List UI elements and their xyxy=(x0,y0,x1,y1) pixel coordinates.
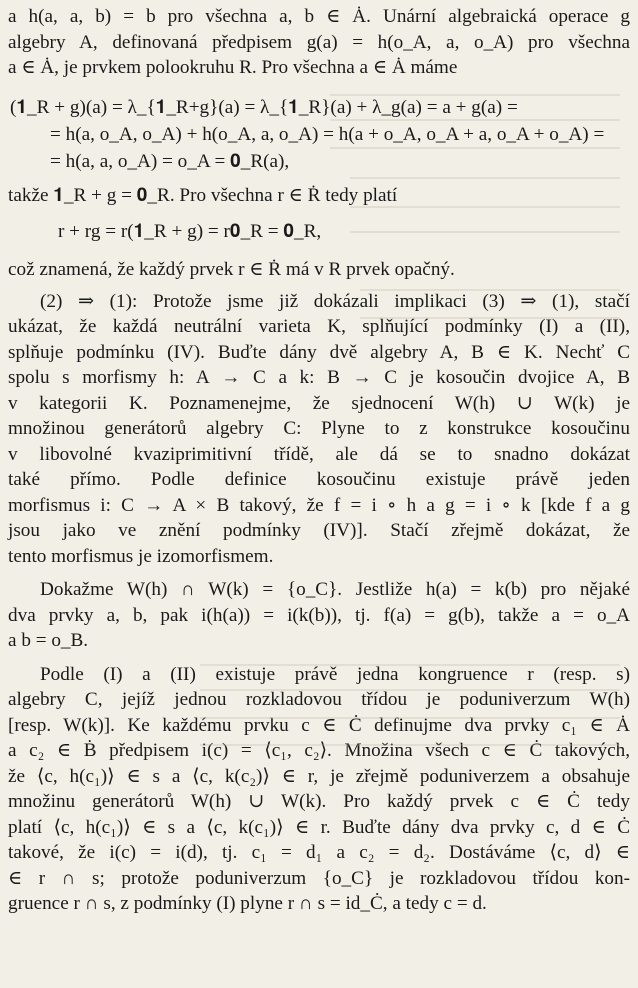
text-line: algebry C, jejíž jednou rozkladovou třídou je poduniverzum W(h) xyxy=(8,689,630,710)
text-line: jsou jako ve znění podmínky (IV)]. Stačí zřejmě dokázat, že xyxy=(8,520,630,541)
text-line: což znamená, že každý prvek r ∈ Ṙ má v R prvek opačný. xyxy=(8,259,455,280)
text-line: tento morfismus je izomorfismem. xyxy=(8,545,274,567)
text-line: gruence r ∩ s, z podmínky (I) plyne r ∩ s = id_Ċ, a tedy c = d. xyxy=(8,893,487,914)
text-line: a c₂ ∈ Ḃ předpisem i(c) = ⟨c₁, c₂⟩. Množina všech c ∈ Ċ takových, xyxy=(8,740,630,761)
text-line: a h(a, a, b) = b pro všechna a, b ∈ Ȧ. Unární algebraická operace g xyxy=(8,6,630,27)
text-line: morfismus i: C → A × B takový, že f = i ∘ h a g = i ∘ k [kde f a g xyxy=(8,494,630,516)
paragraph-first-line: Dokažme W(h) ∩ W(k) = {o_C}. Jestliže h(a) = k(b) pro nějaké xyxy=(40,579,630,600)
text-line: splňuje podmínku (IV). Buďte dány dvě algebry A, B ∈ K. Nechť C xyxy=(8,341,630,363)
text-line: ∈ r ∩ s; protože poduniverzum {o_C} je rozkladovou třídou kon- xyxy=(8,867,630,889)
paragraph-first-line: (2) ⇒ (1): Protože jsme již dokázali implikaci (3) ⇒ (1), stačí xyxy=(40,290,630,312)
text-line: množinou generátorů algebry C: Plyne to z konstrukce kosoučinu xyxy=(8,418,630,439)
text-line: dva prvky a, b, pak i(h(a)) = i(k(b)), tj. f(a) = g(b), takže a = o_A xyxy=(8,604,630,626)
equation-line: = h(a, o_A, o_A) + h(o_A, a, o_A) = h(a + o_A, o_A + a, o_A + o_A) = xyxy=(50,123,605,145)
text-line: algebry A, definovaná předpisem g(a) = h(o_A, a, o_A) pro všechna xyxy=(8,31,630,53)
text-line: a b = o_B. xyxy=(8,630,89,651)
text-line: platí ⟨c, h(c₁)⟩ ∈ s a ⟨c, k(c₁)⟩ ∈ r. Buďte dány dva prvky c, d ∈ Ċ xyxy=(8,816,630,838)
equation-line: r + rg = r(𝟏_R + g) = r𝟎_R = 𝟎_R, xyxy=(58,221,322,242)
text-line: množinu generátorů W(h) ∪ W(k). Pro každý prvek c ∈ Ċ tedy xyxy=(8,791,630,812)
equation-line: (𝟏_R + g)(a) = λ_{𝟏_R+g}(a) = λ_{𝟏_R}(a) + λ_g(a) = a + g(a) = xyxy=(10,96,518,118)
text-line: také přímo. Podle definice kosoučinu existuje právě jeden xyxy=(8,469,630,490)
text-line: že ⟨c, h(c₁)⟩ ∈ s a ⟨c, k(c₂)⟩ ∈ r, je zřejmě poduniverzem a obsahuje xyxy=(8,765,630,787)
text-line: v kategorii K. Poznamenejme, že sjednocení W(h) ∪ W(k) je xyxy=(8,392,630,414)
text-line: ukázat, že každá neutrální varieta K, splňující podmínky (I) a (II), xyxy=(8,316,630,337)
paragraph-first-line: Podle (I) a (II) existuje právě jedna kongruence r (resp. s) xyxy=(40,663,630,685)
text-line: takové, že i(c) = i(d), tj. c₁ = d₁ a c₂ = d₂. Dostáváme ⟨c, d⟩ ∈ xyxy=(8,842,630,863)
text-line: [resp. W(k)]. Ke každému prvku c ∈ Ċ definujme dva prvky c₁ ∈ Ȧ xyxy=(8,714,630,736)
text-line: v libovolné kvaziprimitivní třídě, ale dá se to snadno dokázat xyxy=(8,443,630,465)
text-line: spolu s morfismy h: A → C a k: B → C je kosoučin dvojice A, B xyxy=(8,367,630,388)
text-line: takže 𝟏_R + g = 𝟎_R. Pro všechna r ∈ Ṙ tedy platí xyxy=(8,184,398,206)
text-line: a ∈ Ȧ, je prvkem polookruhu R. Pro všechna a ∈ Ȧ máme xyxy=(8,57,458,78)
equation-line: = h(a, a, o_A) = o_A = 𝟎_R(a), xyxy=(50,150,290,172)
